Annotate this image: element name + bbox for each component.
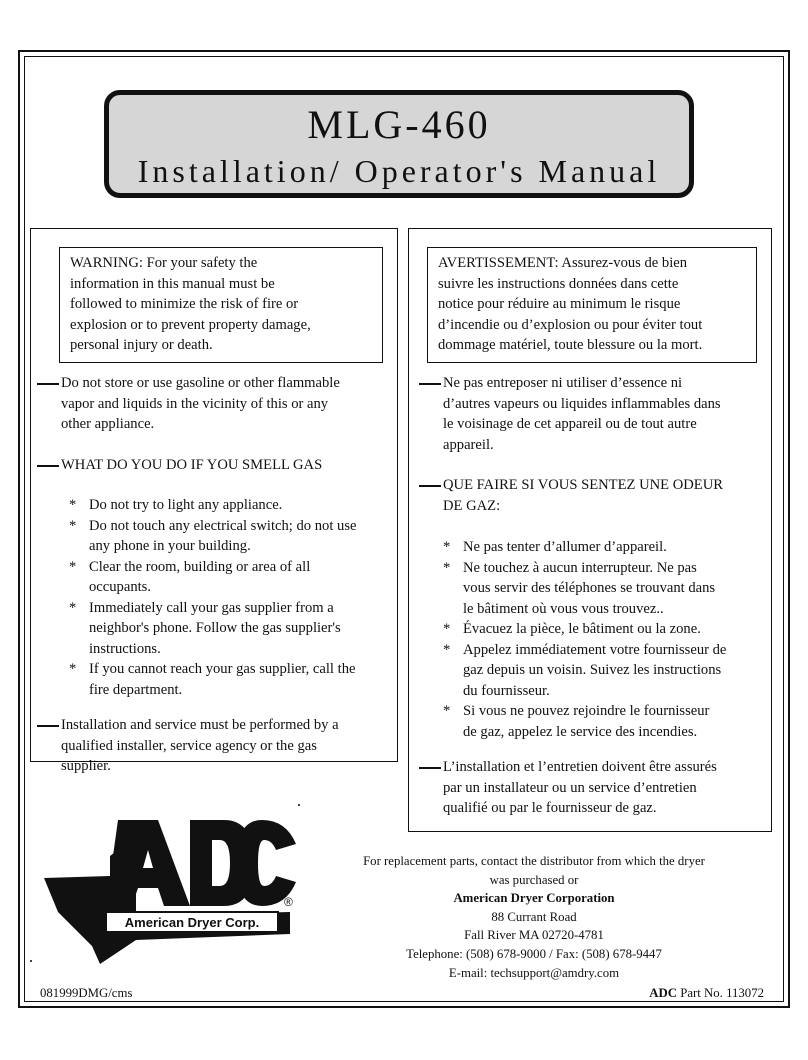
scan-speck (30, 960, 32, 962)
phone-fax: Telephone: (508) 678-9000 / Fax: (508) 678-9447 (406, 946, 662, 961)
address-line: 88 Currant Road (491, 909, 577, 924)
warning-line: information in this manual must be (70, 275, 275, 292)
warning-line: dommage matériel, toute blessure ou la mort. (438, 337, 703, 353)
company-name: American Dryer Corporation (453, 891, 615, 906)
warning-line: d’incendie ou d’explosion ou pour éviter tout (438, 316, 703, 333)
manual-title: Installation/ Operator's Manual (137, 153, 661, 189)
heading-text: WHAT DO YOU DO IF YOU SMELL GAS (61, 457, 323, 473)
list-item: * Ne touchez à aucun interrupteur. Ne pas (443, 559, 697, 576)
list-item: * Ne pas tenter d’allumer d’appareil. (443, 539, 667, 555)
french-installation-notice (419, 757, 717, 819)
warning-line: explosion or to prevent property damage, (70, 316, 311, 333)
email: E-mail: techsupport@amdry.com (448, 965, 620, 980)
warning-line: AVERTISSEMENT: Assurez-vous de bien (438, 255, 688, 271)
heading-text: DE GAZ: (443, 497, 501, 514)
list-item: * Appelez immédiatement votre fournisseur de (443, 641, 727, 658)
notice-line: appareil. (443, 436, 494, 453)
dash-marker (419, 767, 441, 769)
notice-line: d’autres vapeurs ou liquides inflammables dans (443, 395, 721, 412)
document-code: 081999DMG/cms (40, 986, 133, 1000)
list-item: * If you cannot reach your gas supplier, call the (69, 661, 356, 677)
part-brand: ADC (649, 986, 678, 1000)
dash-marker (419, 383, 441, 385)
list-item: * Do not try to light any appliance. (69, 497, 283, 513)
warning-line: notice pour réduire au minimum le risque (438, 296, 681, 312)
part-number (560, 986, 764, 1001)
english-steps-list: * Do not try to light any appliance. * Do not touch any electrical switch; do not use any phone in your building. * Clear the room, building or area of all occupants. * Immediately call your gas supplier from a neighbor's phone. Follow the gas supplier's instructions. * If you cannot reach your gas supplier, call the fire department. (69, 497, 357, 698)
french-no-store-notice (419, 373, 721, 455)
warning-line: followed to minimize the risk of fire or (70, 296, 299, 312)
contact-intro-line: For replacement parts, contact the distributor from which the dryer (363, 854, 705, 868)
contact-block (330, 852, 738, 982)
warning-line: WARNING: For your safety the (70, 255, 258, 271)
warning-line: suivre les instructions données dans cette (438, 275, 679, 292)
list-item: * Immediately call your gas supplier from a (69, 599, 334, 616)
notice-line: par un installateur ou un service d’entretien (443, 779, 697, 796)
registered-mark: ® (284, 895, 293, 909)
model-number: MLG-460 (307, 102, 491, 147)
french-warning-box (427, 247, 757, 363)
list-item: * Clear the room, building or area of all (69, 558, 311, 575)
warning-line: personal injury or death. (70, 337, 213, 353)
scan-speck (298, 804, 300, 806)
notice-line: qualifié ou par le fournisseur de gaz. (443, 800, 657, 816)
notice-line: supplier. (61, 758, 111, 774)
adc-logo (40, 816, 300, 966)
list-item: * Do not touch any electrical switch; do not use (69, 517, 357, 534)
notice-line: Installation and service must be performed by a (61, 717, 339, 733)
english-smell-gas-heading (37, 455, 322, 476)
title-box (104, 90, 694, 198)
dash-marker (37, 465, 59, 467)
address-line: Fall River MA 02720-4781 (464, 928, 604, 943)
heading-text: QUE FAIRE SI VOUS SENTEZ UNE ODEUR (443, 477, 723, 493)
contact-intro-line: was purchased or (489, 872, 579, 887)
notice-line: qualified installer, service agency or the gas (61, 737, 317, 754)
english-no-store-notice (37, 373, 340, 435)
part-number-text: Part No. 113072 (680, 986, 764, 1000)
french-smell-gas-heading (419, 475, 723, 516)
english-warning-box (59, 247, 383, 363)
english-installation-notice (37, 715, 339, 777)
notice-line: Ne pas entreposer ni utiliser d’essence ni (443, 375, 683, 391)
notice-line: vapor and liquids in the vicinity of this or any (61, 395, 329, 412)
dash-marker (37, 725, 59, 727)
list-item: * Évacuez la pièce, le bâtiment ou la zone. (443, 621, 701, 637)
notice-line: Do not store or use gasoline or other flammable (61, 375, 340, 391)
logo-tagline: American Dryer Corp. (124, 915, 260, 930)
list-item: * Si vous ne pouvez rejoindre le fournisseur (443, 703, 710, 719)
dash-marker (37, 383, 59, 385)
notice-line: other appliance. (61, 416, 155, 432)
english-column (30, 228, 398, 774)
french-steps-list: * Ne pas tenter d’allumer d’appareil. * Ne touchez à aucun interrupteur. Ne pas vous servir des téléphones se trouvant dans le bâtiment où vous vous trouvez.. * Évacuez la pièce, le bâtiment ou la zone. * Appelez immédiatement votre fournisseur de gaz depuis un voisin. Suivez les instructions du fournisseur. * Si vous ne pouvez rejoindre le fournisseur de gaz, appelez le service des incendies. (443, 539, 727, 740)
dash-marker (419, 485, 441, 487)
notice-line: le voisinage de cet appareil ou de tout autre (443, 416, 697, 432)
french-column (408, 228, 772, 832)
notice-line: L’installation et l’entretien doivent être assurés (443, 759, 717, 775)
